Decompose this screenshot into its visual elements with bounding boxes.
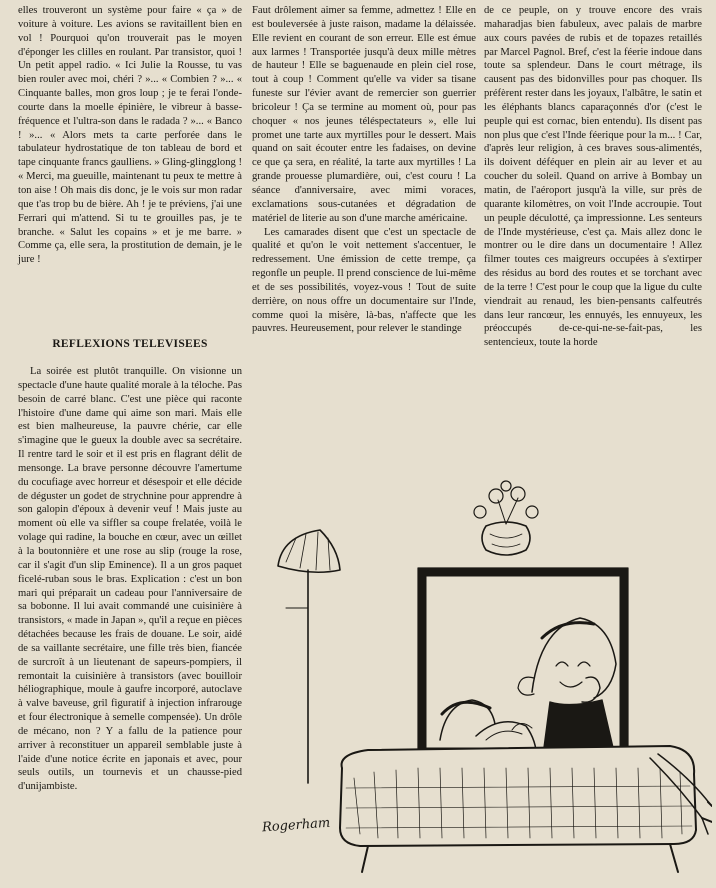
column-1-top [18, 4, 242, 267]
section-heading: REFLEXIONS TELEVISEES [52, 338, 208, 350]
paragraph: Les camarades disent que c'est un spectacle de qualité et qu'on le voit nettement s'accentuer, le redressement. Une émission de cette trempe, ça regonfle un peuple. Il prend conscience de lui-même et de ses possibilités, voyez-vous ! Tout de suite derrière, on nous offre un documentaire sur l'Inde, comme quoi la misère, là-bas, n'affecte que les pauvres. Heureusement, pour relever le standinge [252, 226, 476, 335]
paragraph: Faut drôlement aimer sa femme, admettez ! Elle en est bouleversée à juste raison, madame la délaissée. Elle revient en courant de son erreur. Elle est émue aux larmes ! Transportée jusqu'à deux mille mètres de hauteur ! Elle se baguenaude en plein ciel rose, tout à coup ! Comment qu'elle va vider sa tisane funeste sur l'évier avant de remercier son guerrier bricoleur ! Ça se termine au moment où, pour pas choquer « nos jeunes téléspectateurs », elle lui promet une tarte aux myrtilles pour le dessert. Mais quand on sait écouter entre les fadaises, on devine ce que ça sera, en réalité, la tarte aux myrtilles ! La grande prouesse plumardière, oui, c'est couru ! La séance d'anniversaire, avec mimi voraces, exclamations sous-cutanées et dégradation de matériel de literie au son d'une marche américaine. [252, 5, 476, 224]
column-3 [484, 4, 702, 350]
column-2 [252, 4, 476, 336]
flower-vase [474, 481, 538, 555]
sofa [340, 746, 696, 872]
paragraph: de ce peuple, on y trouve encore des vrais maharadjas bien fabuleux, avec palais de marbre aux cours pavées de rubis et de topazes retaillés par Marcel Pagnol. Bref, c'est la féerie indoue dans toute sa splendeur. Dans le court métrage, ils causent pas des bidonvilles pour pas choquer. Ils préfèrent rester dans les joyaux, l'albâtre, le satin et les éléphants blancs caparaçonnés d'or (c'est le peuple qui est cornac, bien entendu). Ils disent pas non plus que c'est l'Inde féerique pour la m... ! Car, d'après leur religion, à ces braves sous-alimentés, ils doivent déféquer en plein air au lever et au coucher du soleil. Quand on arrive à Bombay un matin, de l'aéroport jusqu'à la ville, sur près de quarante kilomètres, on voit l'Inde accroupie. Tout un peuple déculotté, ça impressionne. Les senteurs de l'Inde mystérieuse, c'est ça. Mais allez donc le montrer ou le dire dans un documentaire ! Allez filmer toutes ces maigreurs occupées à s'extirper des résidus au bord des routes et se torchant avec de la terre ! C'est pour le coup que la ligue du culte viendrait au renaud, les bien-pensants calfeutrés dans leur rancœur, les ennuyés, les ennuyeux, les préoccupés de-ce-qui-ne-se-fait-pas, les sentencieux, toute la horde [484, 5, 702, 349]
paragraph: La soirée est plutôt tranquille. On visionne un spectacle d'une haute qualité morale à la téloche. Pas besoin de carré blanc. C'est une pièce qui raconte l'histoire d'une dame qui aime son mari. Mais elle est bien malheureuse, la pauvre chérie, car elle s'imagine que le gueux la double avec sa secrétaire. Il rentre tard le soir et il est pris en flagrant délit de mensonge. La brave personne découvre l'amertume du cocufiage avec horreur et désespoir et elle décide de déguster un godet de strychnine pour apprendre à son galopin d'époux à devenir veuf ! Mais juste au moment où elle va siffler sa coupe frelatée, voilà le volage qui radine, la bouche en cœur, avec un œillet à la boutonnière et une rose au slip (rouge la rose, car il s'agit d'un slip Eminence). Il a un gros paquet ficelé-ruban sous le bras. Explication : c'est un bon mari qui préparait un cadeau pour l'anniversaire de sa bobonne. Il lui avait commandé une cuisinière à transistors, « made in Japan », qu'il a reçue en pièces détachées because les frais de douane. Le soir, aidé de sa vaillante secrétaire, une fille très bien, fiancée de surcroît à un lieutenant de sapeurs-pompiers, il remontait la cuisinière à transistors (avec bouilloir héliographique, moule à gaufre incorporé, autoclave à valve baveuse, gril figuratif à injection infrarouge et four électronique à semelle compensée). Un drôle de mécano, non ? Y a fallu de la patience pour arriver à reconstituer un appareil semblable juste à l'aide d'une notice écrite en japonais et avec, pour seuls outils, un tournevis et un chausse-pied d'unijambiste. [18, 366, 242, 793]
floor-lamp [278, 530, 340, 783]
paragraph: elles trouveront un système pour faire « ça » de voiture à voiture. Les avions se ravitaillent bien en vol ! Pourquoi qu'on trouverait pas le moyen d'éponger les clilles en roulant. Par transistor, quoi ! Un petit appel radio. « Ici Julie la Rousse, tu vas bien rouler avec moi, chéri ? »... « Combien ? »... « Cinquante balles, mon gros loup ; je te ferai l'onde-courte dans la moelle épinière, le vibreur à basse-fréquence et l'ultra-son dans le radada ? »... « Banco ! »... « Alors mets ta carte perforée dans le tabulateur hydrostatique de ton tableau de bord et tape cinquante francs gaulliens. » Gling-glingglong ! « Merci, ma gueuille, maintenant tu peux te mettre à ton aise ! Oh mais dis donc, je le vois sur mon radar que t'as trop bu de bière. Ah ! je te préviens, j'ai une Ferrari qui m'attend. Si tu te grouilles pas, je te branche. « Salut les copains » et je me barre. » Comme ça, elle sera, la prostitution de demain, je le jure ! [18, 5, 242, 266]
artist-signature: Rogerham [261, 815, 331, 836]
column-1-bottom [18, 365, 242, 794]
